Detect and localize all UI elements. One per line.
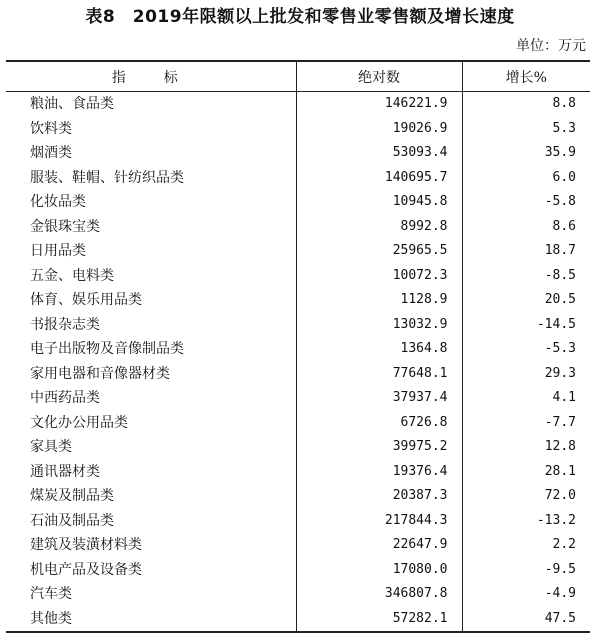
row-indicator-name: 通讯器材类 (6, 460, 296, 485)
row-growth-value: 2.2 (552, 537, 576, 553)
table-row (6, 362, 590, 387)
unit-label: 单位：万元 (516, 38, 586, 54)
row-indicator-name: 汽车类 (6, 582, 296, 607)
row-growth-value: -5.8 (544, 194, 576, 210)
row-absolute-value: 6726.8 (296, 411, 462, 436)
header-absolute: 绝对数 (296, 61, 462, 92)
retail-sales-table (6, 60, 590, 633)
table-header-row (6, 61, 590, 92)
row-absolute-value: 57282.1 (296, 607, 462, 633)
row-indicator-name: 机电产品及设备类 (6, 558, 296, 583)
row-growth-value: 6.0 (552, 169, 576, 185)
row-indicator-name: 书报杂志类 (6, 313, 296, 338)
header-growth: 增长% (462, 61, 590, 92)
table-row (6, 582, 590, 607)
row-indicator-name: 化妆品类 (6, 190, 296, 215)
table-title: 表8 2019年限额以上批发和零售业零售额及增长速度 (85, 7, 515, 27)
row-growth-value: 8.8 (552, 96, 576, 112)
row-indicator-name: 石油及制品类 (6, 509, 296, 534)
row-absolute-value: 19376.4 (296, 460, 462, 485)
table-row (6, 607, 590, 633)
row-indicator-name: 五金、电料类 (6, 264, 296, 289)
table-body (6, 92, 590, 633)
table-row (6, 435, 590, 460)
row-absolute-value: 140695.7 (296, 166, 462, 191)
row-absolute-value: 39975.2 (296, 435, 462, 460)
row-indicator-name: 粮油、食品类 (6, 92, 296, 117)
row-absolute-value: 1128.9 (296, 288, 462, 313)
row-indicator-name: 家具类 (6, 435, 296, 460)
row-growth-value: 28.1 (544, 463, 576, 479)
row-indicator-name: 文化办公用品类 (6, 411, 296, 436)
row-indicator-name: 烟酒类 (6, 141, 296, 166)
row-growth-value: -14.5 (536, 316, 576, 332)
row-absolute-value: 22647.9 (296, 533, 462, 558)
row-growth-value: 8.6 (552, 218, 576, 234)
row-growth-value: 18.7 (544, 243, 576, 259)
table-row (6, 337, 590, 362)
row-growth-value: 5.3 (552, 120, 576, 136)
row-absolute-value: 37937.4 (296, 386, 462, 411)
row-absolute-value: 217844.3 (296, 509, 462, 534)
row-absolute-value: 146221.9 (296, 92, 462, 117)
table-row (6, 288, 590, 313)
row-growth-value: 29.3 (544, 365, 576, 381)
row-growth-value: -4.9 (544, 586, 576, 602)
table-row (6, 264, 590, 289)
row-indicator-name: 建筑及装潢材料类 (6, 533, 296, 558)
table-row (6, 166, 590, 191)
row-growth-value: -5.3 (544, 341, 576, 357)
row-absolute-value: 77648.1 (296, 362, 462, 387)
table-row (6, 239, 590, 264)
row-indicator-name: 中西药品类 (6, 386, 296, 411)
row-indicator-name: 煤炭及制品类 (6, 484, 296, 509)
row-absolute-value: 10945.8 (296, 190, 462, 215)
table-row (6, 313, 590, 338)
table-row (6, 215, 590, 240)
row-indicator-name: 体育、娱乐用品类 (6, 288, 296, 313)
row-growth-value: -8.5 (544, 267, 576, 283)
row-indicator-name: 其他类 (6, 607, 296, 633)
table-row (6, 509, 590, 534)
row-absolute-value: 19026.9 (296, 117, 462, 142)
row-absolute-value: 17080.0 (296, 558, 462, 583)
table-row (6, 190, 590, 215)
row-growth-value: 4.1 (552, 390, 576, 406)
table-row (6, 533, 590, 558)
row-absolute-value: 1364.8 (296, 337, 462, 362)
row-indicator-name: 服装、鞋帽、针纺织品类 (6, 166, 296, 191)
row-absolute-value: 8992.8 (296, 215, 462, 240)
table-row (6, 92, 590, 117)
row-absolute-value: 346807.8 (296, 582, 462, 607)
row-indicator-name: 金银珠宝类 (6, 215, 296, 240)
header-indicator: 指 标 (6, 61, 296, 92)
table-row (6, 117, 590, 142)
row-absolute-value: 25965.5 (296, 239, 462, 264)
row-growth-value: -13.2 (536, 512, 576, 528)
row-growth-value: -9.5 (544, 561, 576, 577)
row-growth-value: 20.5 (544, 292, 576, 308)
table-row (6, 484, 590, 509)
table-row (6, 411, 590, 436)
table-row (6, 460, 590, 485)
row-indicator-name: 日用品类 (6, 239, 296, 264)
row-absolute-value: 13032.9 (296, 313, 462, 338)
table-row (6, 386, 590, 411)
row-growth-value: -7.7 (544, 414, 576, 430)
row-indicator-name: 电子出版物及音像制品类 (6, 337, 296, 362)
row-growth-value: 47.5 (462, 607, 590, 633)
row-indicator-name: 家用电器和音像器材类 (6, 362, 296, 387)
row-growth-value: 12.8 (544, 439, 576, 455)
row-absolute-value: 53093.4 (296, 141, 462, 166)
table-row (6, 558, 590, 583)
row-growth-value: 72.0 (544, 488, 576, 504)
row-growth-value: 35.9 (544, 145, 576, 161)
table-row (6, 141, 590, 166)
row-indicator-name: 饮料类 (6, 117, 296, 142)
row-absolute-value: 10072.3 (296, 264, 462, 289)
row-absolute-value: 20387.3 (296, 484, 462, 509)
